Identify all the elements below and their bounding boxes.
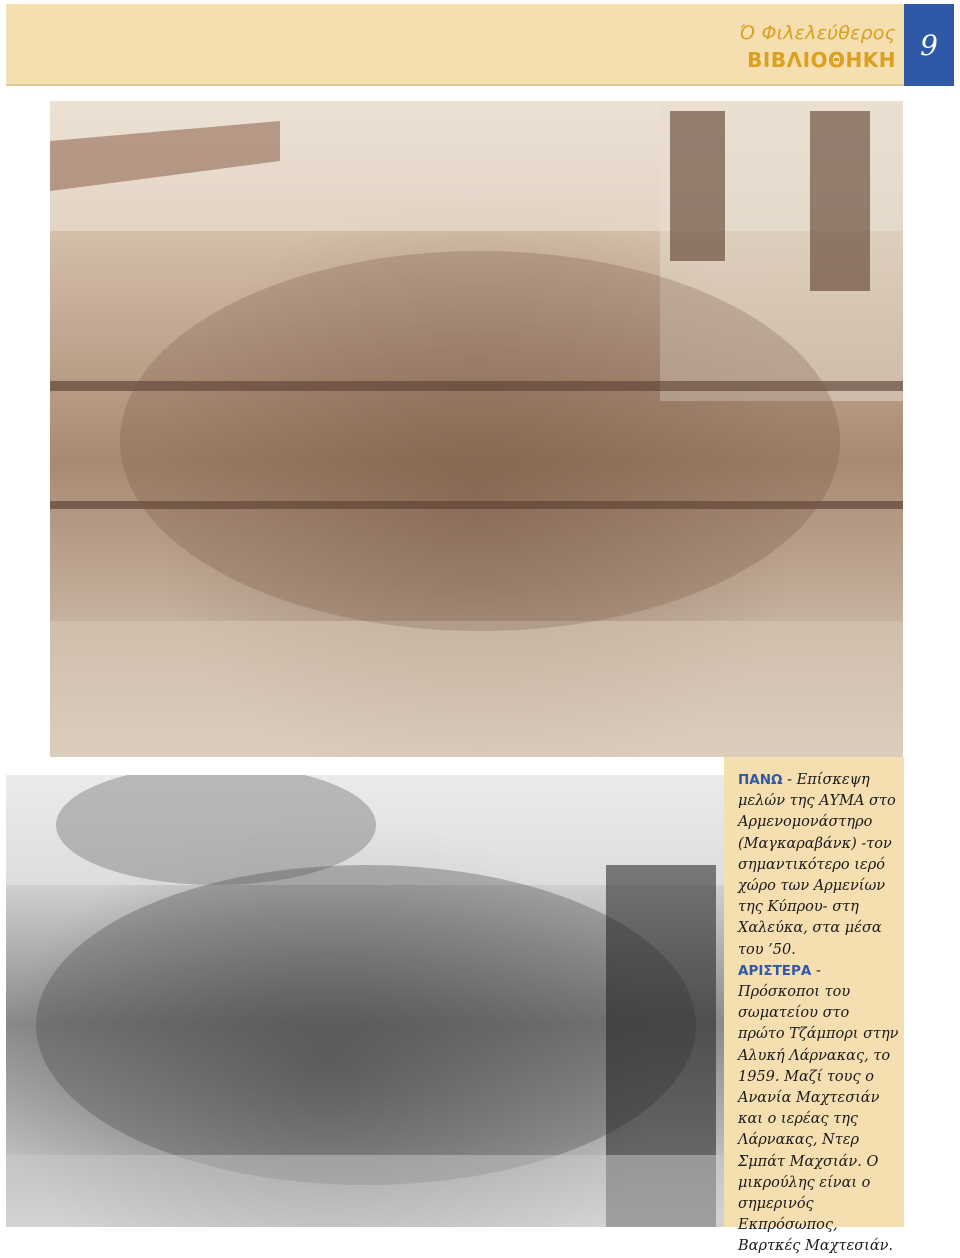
section-title: ΒΙΒΛΙΟΘΗΚΗ [747, 48, 896, 72]
caption-lead-left: ΑΡΙΣΤΕΡΑ [738, 962, 812, 979]
caption-left-photo [738, 961, 900, 1258]
masthead [739, 22, 896, 72]
photo-icon [50, 101, 903, 757]
caption-top-photo [738, 770, 900, 961]
page-number: 9 [904, 4, 954, 86]
caption-text-top: - Επίσκεψη μελών της ΑΥΜΑ στο Αρμενομονάστηρο (Μαγκαραβάνκ) -τον σημαντικότερο ιερό χώρο των Αρμενίων της Κύπρου- στη Χαλεύκα, στα μέσα του ’50. [738, 772, 896, 958]
newspaper-name: Ό Φιλελεύθερος [739, 22, 896, 44]
group-photo-scouts-jamboree [6, 775, 724, 1227]
page-header [6, 4, 904, 86]
group-photo-monastery-visit [50, 101, 903, 757]
photo-icon [6, 775, 724, 1227]
caption-lead-top: ΠΑΝΩ [738, 772, 783, 788]
caption-text-left: - Πρόσκοποι του σωματείου στο πρώτο Τζάμπορι στην Αλυκή Λάρνακας, το 1959. Μαζί τους ο Ανανία Μαχτεσιάν και ο ιερέας της Λάρνακας, Ντερ Σμπάτ Μαχσιάν. Ο μικρούλης είναι ο σημερινός Εκπρόσωπος, Βαρτκές Μαχτεσιάν. [738, 962, 899, 1255]
photo-captions [738, 770, 900, 1258]
